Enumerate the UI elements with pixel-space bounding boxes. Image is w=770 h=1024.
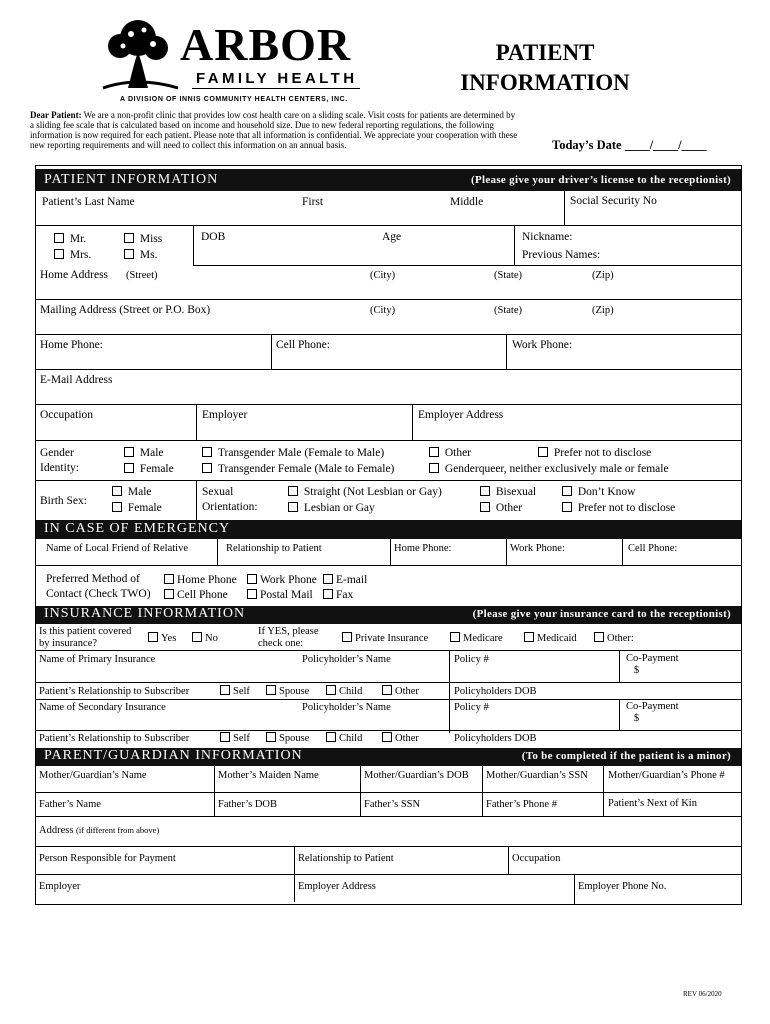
mother-maiden-field[interactable]: Mother’s Maiden Name	[218, 770, 319, 781]
orientation-other-checkbox[interactable]: Other	[480, 502, 522, 515]
section-header-insurance: INSURANCE INFORMATION (Please give your insurance card to the receptionist)	[36, 606, 741, 624]
gender-trans-female-checkbox[interactable]: Transgender Female (Male to Female)	[202, 463, 394, 476]
secondary-ph-dob-field[interactable]: Policyholders DOB	[454, 733, 537, 744]
orientation-prefer-checkbox[interactable]: Prefer not to disclose	[562, 502, 675, 515]
logo-rule	[192, 88, 360, 89]
secondary-rel-child-checkbox[interactable]: Child	[326, 732, 362, 745]
mother-dob-field[interactable]: Mother/Guardian’s DOB	[364, 770, 469, 781]
email-field[interactable]: E-Mail Address	[40, 374, 113, 386]
mother-ssn-field[interactable]: Mother/Guardian’s SSN	[486, 770, 588, 781]
home-address-field[interactable]: Home Address	[40, 269, 109, 281]
father-dob-field[interactable]: Father’s DOB	[218, 799, 278, 810]
contact-home-phone-checkbox[interactable]: Home Phone	[164, 574, 237, 587]
age-field[interactable]: Age	[382, 231, 402, 243]
contact-work-phone-checkbox[interactable]: Work Phone	[247, 574, 317, 587]
gender-female-checkbox[interactable]: Female	[124, 463, 174, 476]
secondary-rel-self-checkbox[interactable]: Self	[220, 732, 250, 745]
logo-wordmark: ARBOR	[180, 19, 352, 70]
orientation-dont-know-checkbox[interactable]: Don’t Know	[562, 486, 635, 499]
primary-policyholder-field[interactable]: Policyholder’s Name	[302, 654, 391, 665]
orientation-straight-checkbox[interactable]: Straight (Not Lesbian or Gay)	[288, 486, 442, 499]
logo-division: A DIVISION OF INNIS COMMUNITY HEALTH CENTERS, INC.	[120, 96, 348, 103]
previous-names-field[interactable]: Previous Names:	[522, 249, 601, 261]
medicaid-checkbox[interactable]: Medicaid	[524, 632, 577, 645]
title-mr-checkbox[interactable]: Mr.	[54, 233, 86, 246]
father-ssn-field[interactable]: Father’s SSN	[364, 799, 421, 810]
payment-occupation-field[interactable]: Occupation	[512, 853, 561, 864]
medicare-checkbox[interactable]: Medicare	[450, 632, 503, 645]
primary-insurance-field[interactable]: Name of Primary Insurance	[39, 654, 156, 665]
title-mrs-checkbox[interactable]: Mrs.	[54, 249, 91, 262]
secondary-copay-field[interactable]: Co-Payment $	[626, 701, 679, 724]
secondary-rel-spouse-checkbox[interactable]: Spouse	[266, 732, 309, 745]
secondary-policy-field[interactable]: Policy #	[454, 702, 489, 713]
mailing-address-field[interactable]: Mailing Address (Street or P.O. Box)	[40, 304, 211, 316]
birth-sex-male-checkbox[interactable]: Male	[112, 486, 152, 499]
dob-field[interactable]: DOB	[201, 231, 226, 243]
orientation-lesbian-checkbox[interactable]: Lesbian or Gay	[288, 502, 375, 515]
nickname-field[interactable]: Nickname:	[522, 231, 573, 243]
middle-name-field[interactable]: Middle	[450, 196, 484, 208]
primary-ph-dob-field[interactable]: Policyholders DOB	[454, 686, 537, 697]
todays-date-field[interactable]: Today’s Date ____/____/____	[552, 138, 707, 152]
contact-email-checkbox[interactable]: E-mail	[323, 574, 367, 587]
cell-phone-field[interactable]: Cell Phone:	[276, 339, 330, 351]
birth-sex-female-checkbox[interactable]: Female	[112, 502, 162, 515]
covered-yes-checkbox[interactable]: Yes	[148, 632, 176, 645]
father-name-field[interactable]: Father’s Name	[39, 799, 101, 810]
mother-name-field[interactable]: Mother/Guardian’s Name	[39, 770, 147, 781]
primary-rel-self-checkbox[interactable]: Self	[220, 685, 250, 698]
ssn-field[interactable]: Social Security No	[570, 195, 657, 207]
primary-copay-field[interactable]: Co-Payment $	[626, 653, 679, 676]
father-phone-field[interactable]: Father’s Phone #	[486, 799, 557, 810]
work-phone-field[interactable]: Work Phone:	[512, 339, 573, 351]
document-title: PATIENT INFORMATION	[460, 40, 630, 95]
insurance-other-checkbox[interactable]: Other:	[594, 632, 634, 645]
primary-rel-spouse-checkbox[interactable]: Spouse	[266, 685, 309, 698]
intro-text: Dear Patient: We are a non-profit clinic that provides low cost health care on a sliding scale. Visit costs for patients are determined by a sliding fee scale that is calculated based on income and household size. Due to new federal reporting regulations, the following information is now required for each patient. Please note that all information is confidential. We appreciate your cooperation with these new reporting requirements and will need to collect this information on an annual basis.	[30, 110, 518, 150]
contact-cell-phone-checkbox[interactable]: Cell Phone	[164, 589, 228, 602]
employer-address-field[interactable]: Employer Address	[418, 409, 504, 421]
gender-prefer-checkbox[interactable]: Prefer not to disclose	[538, 447, 651, 460]
gender-other-checkbox[interactable]: Other	[429, 447, 471, 460]
emergency-home-phone-field[interactable]: Home Phone:	[394, 543, 452, 554]
emergency-work-phone-field[interactable]: Work Phone:	[510, 543, 565, 554]
gender-genderqueer-checkbox[interactable]: Genderqueer, neither exclusively male or female	[429, 463, 669, 476]
orientation-bisexual-checkbox[interactable]: Bisexual	[480, 486, 536, 499]
home-phone-field[interactable]: Home Phone:	[40, 339, 103, 351]
primary-rel-other-checkbox[interactable]: Other	[382, 685, 419, 698]
secondary-insurance-field[interactable]: Name of Secondary Insurance	[39, 702, 166, 713]
private-insurance-checkbox[interactable]: Private Insurance	[342, 632, 428, 645]
payment-responsible-field[interactable]: Person Responsible for Payment	[39, 853, 176, 864]
revision-label: REV 06/2020	[683, 990, 722, 998]
contact-fax-checkbox[interactable]: Fax	[323, 589, 353, 602]
primary-rel-child-checkbox[interactable]: Child	[326, 685, 362, 698]
payment-employer-address-field[interactable]: Employer Address	[298, 881, 376, 892]
covered-no-checkbox[interactable]: No	[192, 632, 218, 645]
first-name-field[interactable]: First	[302, 196, 324, 208]
next-of-kin-field[interactable]: Patient’s Next of Kin	[608, 798, 697, 809]
title-miss-checkbox[interactable]: Miss	[124, 233, 162, 246]
section-header-guardian: PARENT/GUARDIAN INFORMATION (To be completed if the patient is a minor)	[36, 748, 741, 766]
employer-field[interactable]: Employer	[202, 409, 248, 421]
contact-postal-mail-checkbox[interactable]: Postal Mail	[247, 589, 313, 602]
guardian-address-field[interactable]: Address (if different from above)	[39, 825, 160, 836]
title-ms-checkbox[interactable]: Ms.	[124, 249, 157, 262]
payment-employer-field[interactable]: Employer	[39, 881, 81, 892]
patient-form: PATIENT INFORMATION (Please give your driver’s license to the receptionist) Patient’s Last Name First Middle Social Security No Mr. Miss Mrs. Ms. DOB Age Nickname: Previous Names: Home Address (Street) (City) (State) (Zip) Mailing Address (Street or P.O. Box) (City) (State) (Zip) Home Phone: Cell Phone: Work Phone: E-Mail Address Occupation Employer Employer Address Gender Identity: Male Female Transgender Male (Female to Male) Transgender Female (Male to Female) Other Prefer not to disclose Genderqueer, neither exclusively male or female Birth Sex: Male Female Sexual Orientation: Straight (Not Lesbian or Gay) Lesbian or Gay Bisexual Other Don’t Know Prefer not to disclose IN CASE OF EMERGENCY Name of Local Friend of Relative Relationship to Patient Home Phone: Work Phone: Cell Phone: Preferred Method of Contact (Check TWO) Home Phone Work Phone E-mail Cell Phone Postal Mail Fax INSURANCE INFORMATION (Please give your insurance card to the receptionist) Is this patient covered by insurance? Yes No If YES, please check one: Private Insurance Medicare Medicaid Other: Name of Primary Insurance Policyholder’s Name Policy # Co-Payment $ Patient’s Relationship to Subscriber Self Spouse Child Other Policyholders DOB Name of Secondary Insurance Policyholder’s Name Policy # Co-Payment $ Patient’s Relationship to Subscriber Self Spouse Child Other Policyholders DOB PARENT/GUARDIAN INFORMATION (To be completed if the patient is a minor) Mother/Guardian’s Name Mother’s Maiden Name Mother/Guardian’s DOB Mother/Guardian’s SSN Mother/Guardian’s Phone # Father’s Name Father’s DOB Father’s SSN Father’s Phone # Patient’s Next of Kin Address (if different from above) Person Responsible for Payment Relationship to Patient Occupation Employer Employer Address Employer Phone No.	[35, 165, 742, 905]
section-header-emergency: IN CASE OF EMERGENCY	[36, 520, 741, 539]
secondary-policyholder-field[interactable]: Policyholder’s Name	[302, 702, 391, 713]
section-header-patient: PATIENT INFORMATION (Please give your driver’s license to the receptionist)	[36, 169, 741, 191]
payment-relationship-field[interactable]: Relationship to Patient	[298, 853, 394, 864]
secondary-rel-other-checkbox[interactable]: Other	[382, 732, 419, 745]
last-name-field[interactable]: Patient’s Last Name	[42, 196, 135, 208]
emergency-cell-phone-field[interactable]: Cell Phone:	[628, 543, 678, 554]
gender-male-checkbox[interactable]: Male	[124, 447, 164, 460]
emergency-friend-field[interactable]: Name of Local Friend of Relative	[46, 543, 188, 554]
mother-phone-field[interactable]: Mother/Guardian’s Phone #	[608, 770, 725, 781]
logo-subtitle: FAMILY HEALTH	[196, 70, 358, 87]
gender-trans-male-checkbox[interactable]: Transgender Male (Female to Male)	[202, 447, 384, 460]
occupation-field[interactable]: Occupation	[40, 409, 94, 421]
primary-policy-field[interactable]: Policy #	[454, 654, 489, 665]
emergency-relationship-field[interactable]: Relationship to Patient	[226, 543, 322, 554]
payment-employer-phone-field[interactable]: Employer Phone No.	[578, 881, 667, 892]
tree-logo-icon	[98, 18, 183, 90]
